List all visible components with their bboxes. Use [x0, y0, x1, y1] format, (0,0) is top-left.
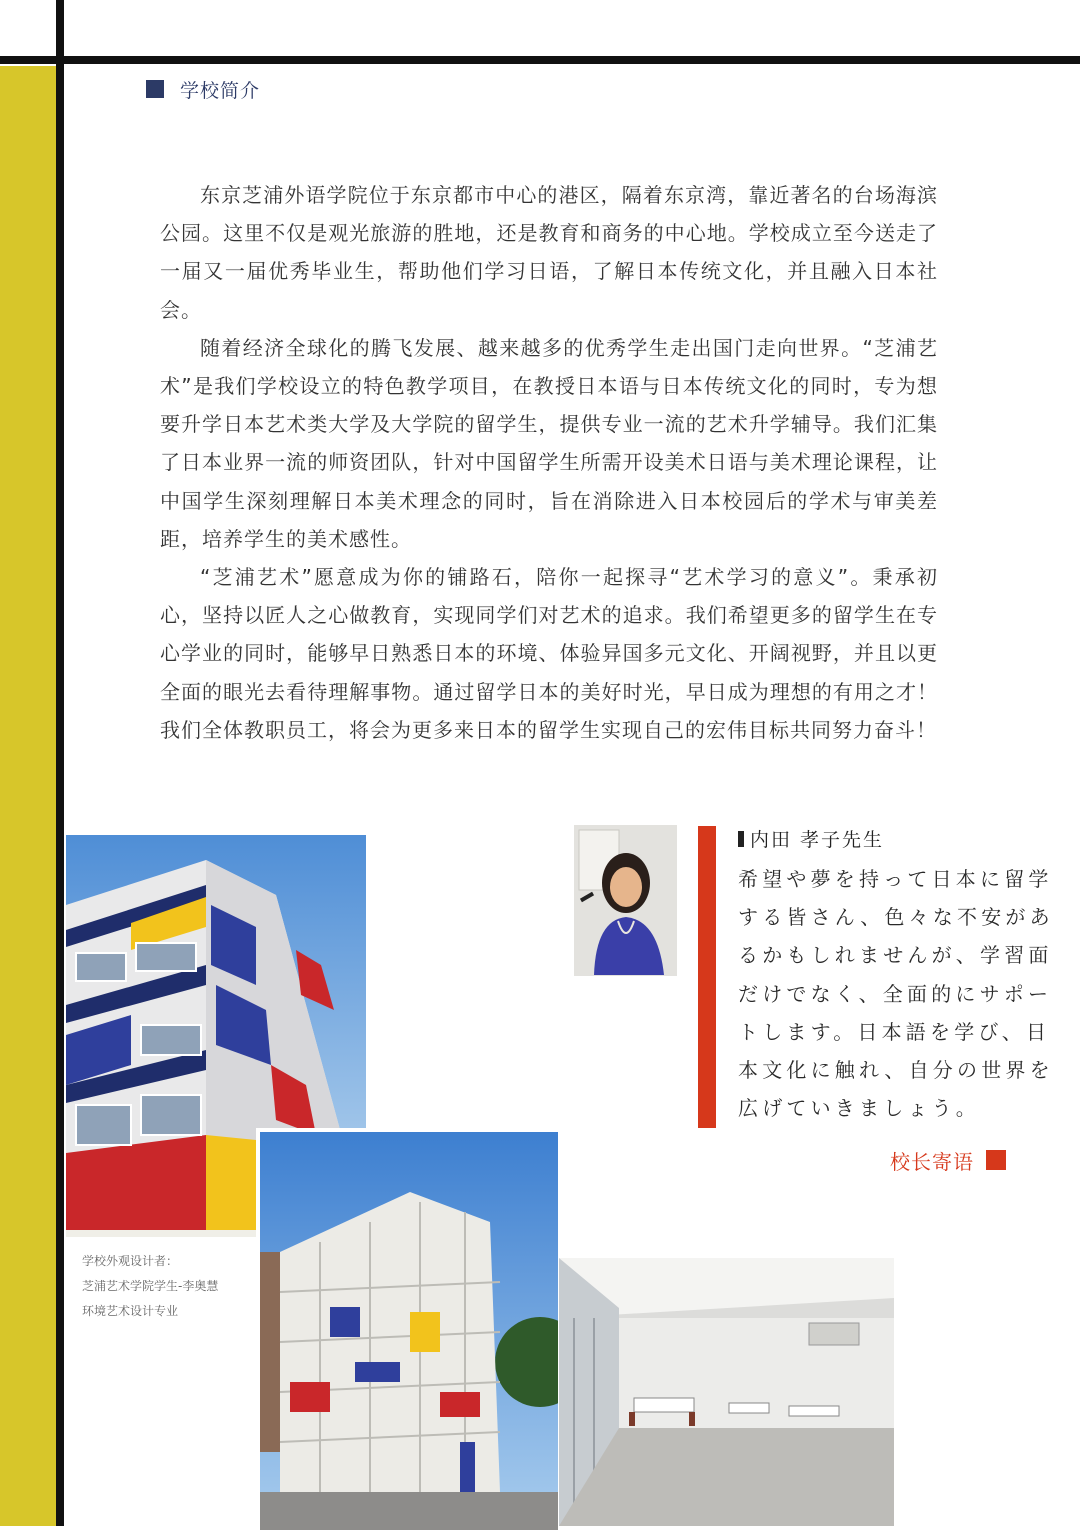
message-line: 希望や夢を持って日本に留学 — [738, 867, 1053, 891]
classroom-interior-photo — [559, 1258, 894, 1526]
section-title: 学校简介 — [180, 80, 261, 102]
frame-vertical-line — [56, 0, 64, 1526]
intro-paragraph: 东京芝浦外语学院位于东京都市中心的港区，隔着东京湾，靠近著名的台场海滨公园。这里不仅是观光旅游的胜地，还是教育和商务的中心地。学校成立至今送走了一届又一届优秀毕业生，帮助他们学习日语，了解日本传统文化，并且融入日本社会。 — [160, 183, 938, 322]
message-line: トします。日本語を学び、日 — [738, 1019, 1051, 1044]
caption-line: 环境艺术设计专业 — [82, 1304, 179, 1318]
intro-paragraph: “芝浦艺术”愿意成为你的铺路石，陪你一起探寻“艺术学习的意义”。秉承初心，坚持以匠人之心做教育，实现同学们对艺术的追求。我们希望更多的留学生在专心学业的同时，能够早日熟悉日本的环境、体验异国多元文化、开阔视野，并且以更全面的眼光去看待理解事物。通过留学日本的美好时光，早日成为理想的有用之才！我们全体教职员工，将会为更多来日本的留学生实现自己的宏伟目标共同努力奋斗！ — [160, 565, 938, 742]
name-marker — [738, 831, 744, 847]
message-line: るかもしれませんが、学習面 — [738, 943, 1053, 968]
message-line: する皆さん、色々な不安があ — [738, 905, 1054, 930]
section-marker-square — [146, 80, 164, 98]
message-line: 本文化に触れ、自分の世界を — [738, 1058, 1054, 1083]
principal-message — [738, 860, 1054, 1127]
message-line: だけでなく、全面的にサポー — [738, 981, 1053, 1006]
intro-text — [160, 176, 938, 749]
school-construction-photo — [256, 1128, 558, 1530]
intro-paragraph: 随着经济全球化的腾飞发展、越来越多的优秀学生走出国门走向世界。“芝浦艺术”是我们学校设立的特色教学项目，在教授日本语与日本传统文化的同时，专为想要升学日本艺术类大学及大学院的留学生，提供专业一流的艺术升学辅导。我们汇集了日本业界一流的师资团队，针对中国留学生所需开设美术日语与美术理论课程，让中国学生深刻理解日本美术理念的同时，旨在消除进入日本校园后的学术与审美差距，培养学生的美术感性。 — [160, 335, 938, 551]
message-line: 広げていきましょう。 — [738, 1096, 980, 1121]
message-label: 校长寄语 — [890, 1150, 974, 1174]
yellow-side-band — [0, 66, 56, 1526]
principal-portrait-photo — [574, 825, 677, 976]
facade-designer-caption — [82, 1249, 218, 1324]
caption-line: 芝浦艺术学院学生-李奥慧 — [82, 1279, 219, 1293]
frame-horizontal-line — [0, 56, 1080, 64]
principal-name — [738, 825, 884, 852]
message-marker-square — [986, 1150, 1006, 1170]
message-accent-bar — [698, 826, 716, 1128]
principal-name-text: 内田 孝子先生 — [750, 829, 885, 851]
caption-line: 学校外观设计者： — [82, 1254, 179, 1268]
